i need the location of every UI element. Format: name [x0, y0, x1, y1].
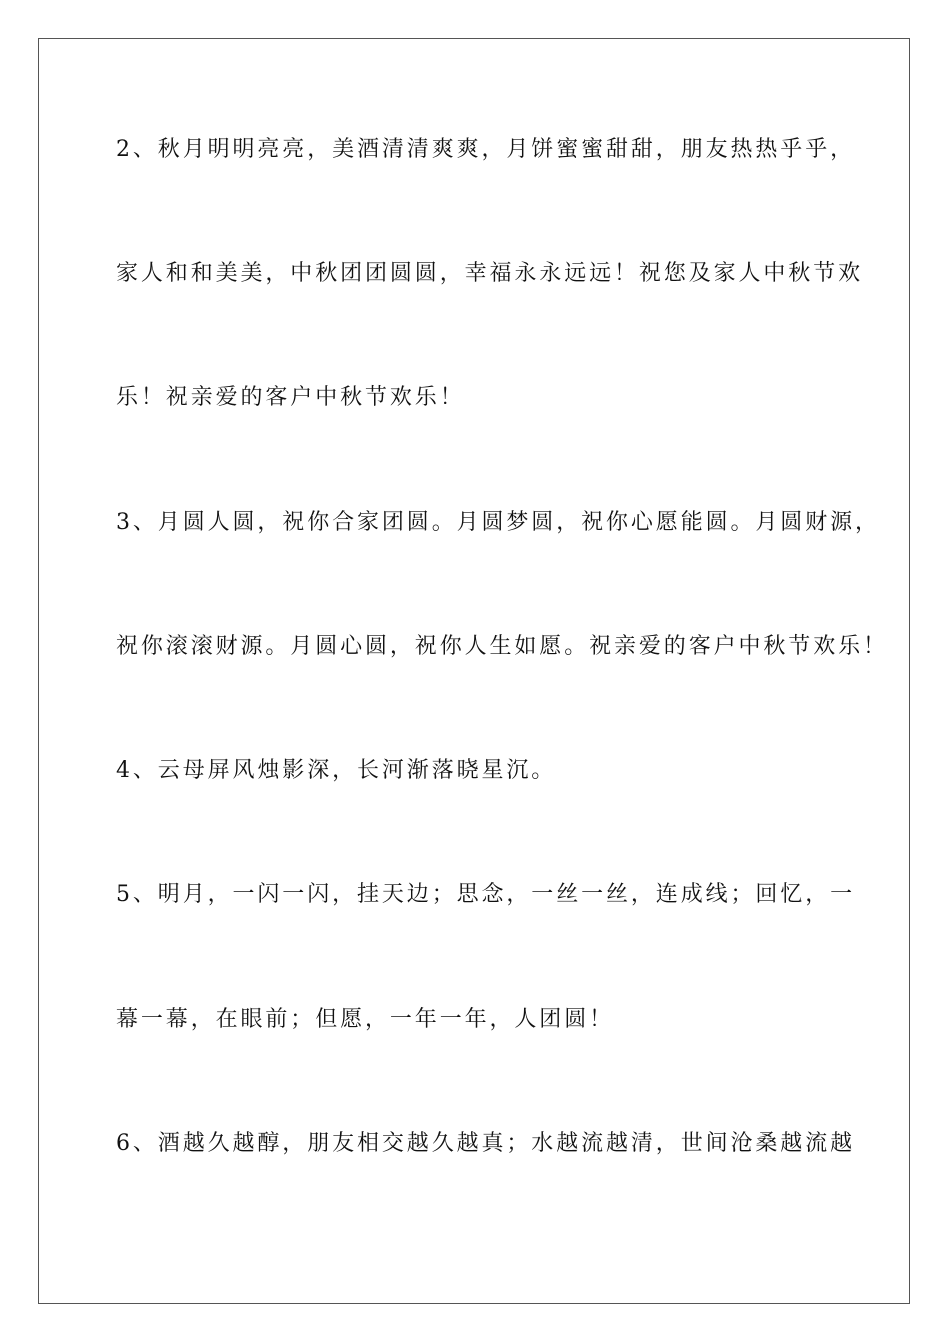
page-frame [38, 38, 910, 1304]
text-line-3: 乐！祝亲爱的客户中秋节欢乐！ [116, 385, 465, 410]
text-line-2: 家人和和美美，中秋团团圆圆，幸福永永远远！祝您及家人中秋节欢 [116, 261, 864, 286]
text-line-8: 幕一幕，在眼前；但愿，一年一年，人团圆！ [116, 1007, 615, 1032]
text-line-4: 3、月圆人圆，祝你合家团圆。月圆梦圆，祝你心愿能圆。月圆财源， [116, 510, 880, 535]
text-line-6: 4、云母屏风烛影深，长河渐落晓星沉。 [116, 758, 557, 783]
text-line-9: 6、酒越久越醇，朋友相交越久越真；水越流越清，世间沧桑越流越 [116, 1131, 855, 1156]
text-line-1: 2、秋月明明亮亮，美酒清清爽爽，月饼蜜蜜甜甜，朋友热热乎乎， [116, 137, 855, 162]
text-line-7: 5、明月，一闪一闪，挂天边；思念，一丝一丝，连成线；回忆，一 [116, 882, 855, 907]
text-line-5: 祝你滚滚财源。月圆心圆，祝你人生如愿。祝亲爱的客户中秋节欢乐！ [116, 634, 888, 659]
